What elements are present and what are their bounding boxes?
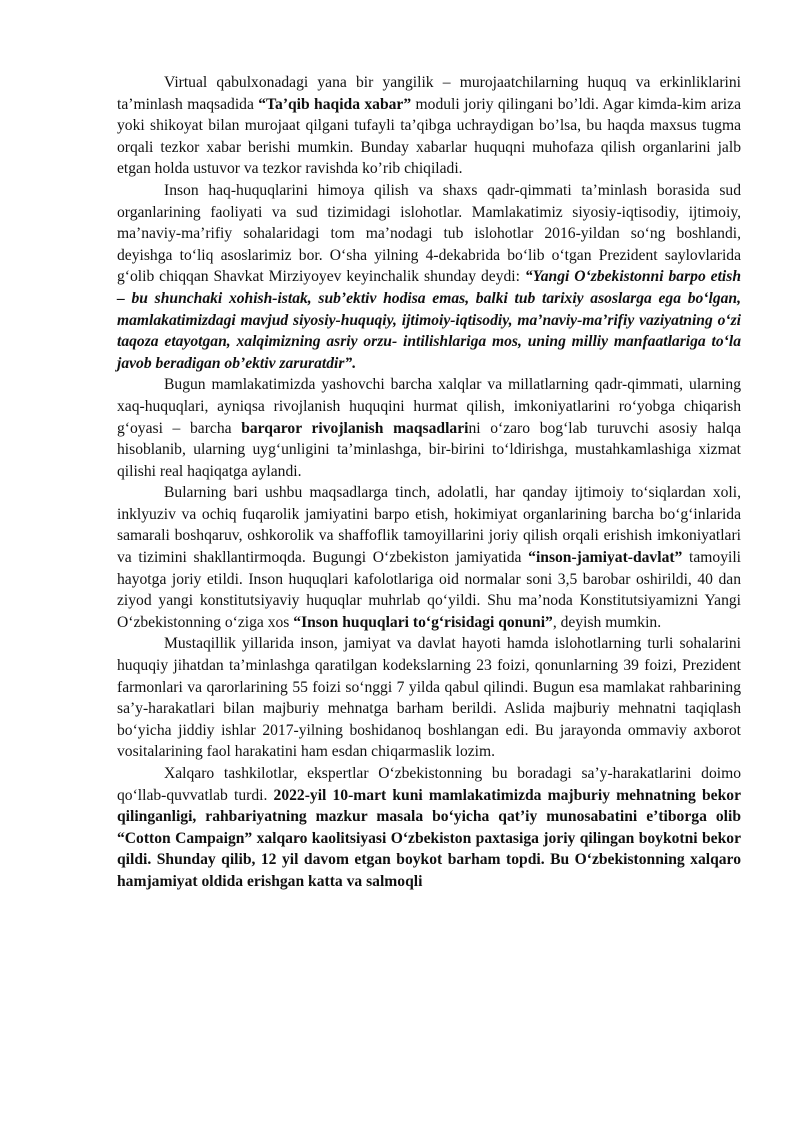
paragraph-4-text: Bularning bari ushbu maqsadlarga tinch, adolatli, har qanday ijtimoiy to‘siqlardan xoli, inklyuziv va ochiq fuqarolik jamiyatini barpo etish, hokimiyat organlarining barcha bo‘g‘inlarida samarali boshqaruv, oshkorolik va shaffoflik tamoyillarini joriy qilish orqali erishish imkoniyatlari va tizimini shakllantirmoqda. Bugungi O‘zbekiston jamiyatida: [117, 484, 741, 567]
paragraph-3: [117, 374, 741, 482]
paragraph-4: [117, 482, 741, 633]
principle-bold: “inson-jamiyat-davlat”: [528, 549, 683, 567]
paragraph-1-text-end: moduli joriy qilingani bo’ldi. Agar kimda-kim ariza yoki shikoyat bilan murojaat qilgani tufayli ta’qibga uchraydigan bo’lsa, bu haqda maxsus tugma orqali tezkor xabar berishi mumkin. Bunday xabarlar huquqni muhofaza qilish organlarini jalb etgan holda ustuvor va tezkor ravishda ko’rib chiqiladi.: [117, 95, 741, 178]
paragraph-5: [117, 633, 741, 763]
paragraph-2-text: Inson haq-huquqlarini himoya qilish va shaxs qadr-qimmati ta’minlash borasida sud organlarining faoliyati va sud tizimidagi islohotlar. Mamlakatimiz siyosiy-iqtisodiy, ijtimoiy, ma’naviy-ma’rifiy sohalaridagi tom ma’nodagi tub islohotlar 2016-yildan so‘ng boshlandi, deyishga to‘liq asoslarimiz bor. O‘sha yilning 4-dekabrida bo‘lib o‘tgan Prezident saylovlarida g‘olib chiqqan Shavkat Mirziyoyev keyinchalik shunday deydi:: [117, 181, 741, 286]
module-name-bold: “Ta’qib haqida xabar”: [258, 95, 412, 113]
paragraph-4-text-mid: tamoyili hayotga joriy etildi. Inson huquqlari kafolotlariga oid normalar soni 3,5 barobar oshirildi, 40 dan ziyod yangi konstitutsiyaviy huquqlar muhrlab qo‘yildi. Shu ma’noda Konstitutsiyamizni Yangi O‘zbekistonning o‘ziga xos: [117, 549, 741, 631]
president-quote: “Yangi O‘zbekistonni barpo etish – bu shunchaki xohish-istak, sub’ektiv hodisa emas, balki tub tarixiy asoslarga ega bo‘lgan, mamlakatimizdagi mavjud siyosiy-huquqiy, ijtimoiy-iqtisodiy, ma’naviy-ma’rifiy vaziyatning o‘zi taqoza etayotgan, xalqimizning asriy orzu- intilishlariga mos, uning milliy manfaatlariga to‘la javob beradigan ob’ektiv zaruratdir”.: [117, 268, 742, 372]
paragraph-1: [117, 72, 741, 180]
paragraph-3-text-end: ni o‘zaro bog‘lab turuvchi asosiy halqa hisoblanib, ularning uyg‘unligini ta’minlashga, bir-birini to‘ldirishga, mustahkamlashiga xizmat qilishi real haqiqatga aylandi.: [117, 419, 741, 480]
sustainable-goals-bold: barqaror rivojlanish maqsadlari: [241, 419, 469, 437]
boycott-lifted-bold: 2022-yil 10-mart kuni mamlakatimizda majburiy mehnatning bekor qilinganligi, rahbariyatning mazkur masala bo‘yicha qat’iy munosabatini e’tiborga olib “Cotton Campaign” xalqaro kaolitsiyasi O‘zbekiston paxtasiga joriy qilingan boykotni bekor qildi. Shunday qilib, 12 yil davom etgan boykot barham topdi. Bu O‘zbekistonning xalqaro hamjamiyat oldida erishgan katta va salmoqli: [117, 786, 741, 890]
document-page: [117, 72, 741, 893]
paragraph-3-text: Bugun mamlakatimizda yashovchi barcha xalqlar va millatlarning qadr-qimmati, ularning xaq-huquqlari, ayniqsa rivojlanish huquqini hurmat qilish, imkoniyatlarini ro‘yobga chiqarish g‘oyasi – barcha: [117, 376, 741, 437]
paragraph-4-text-end: , deyish mumkin.: [552, 613, 662, 631]
paragraph-6: [117, 763, 741, 893]
paragraph-5-text: Mustaqillik yillarida inson, jamiyat va davlat hayoti hamda islohotlarning turli sohalarini huquqiy jihatdan ta’minlashga qaratilgan kodekslarning 23 foizi, qonunlarning 39 foizi, Prezident farmonlari va qarorlarining 55 foizi so‘nggi 7 yilda qabul qilindi. Bugun esa mamlakat rahbarining sa’y-harakatlari bilan majburiy mehnatga barham berildi. Aslida majburiy mehnatni taqiqlash bo‘yicha jiddiy ishlar 2017-yilning boshidanoq boshlangan edi. Bu jarayonda ommaviy axborot vositalarining faol harakatini ham esdan chiqarmaslik lozim.: [117, 635, 741, 761]
human-rights-law-bold: “Inson huquqlari to‘g‘risidagi qonuni”: [293, 613, 553, 631]
paragraph-2: [117, 180, 741, 374]
paragraph-1-text: Virtual qabulxonadagi yana bir yangilik – murojaatchilarning huquq va erkinliklarini ta’minlash maqsadida: [117, 74, 741, 113]
paragraph-6-text: Xalqaro tashkilotlar, ekspertlar O‘zbekistonning bu boradagi sa’y-harakatlarini doimo qo‘llab-quvvatlab turdi.: [117, 765, 741, 804]
